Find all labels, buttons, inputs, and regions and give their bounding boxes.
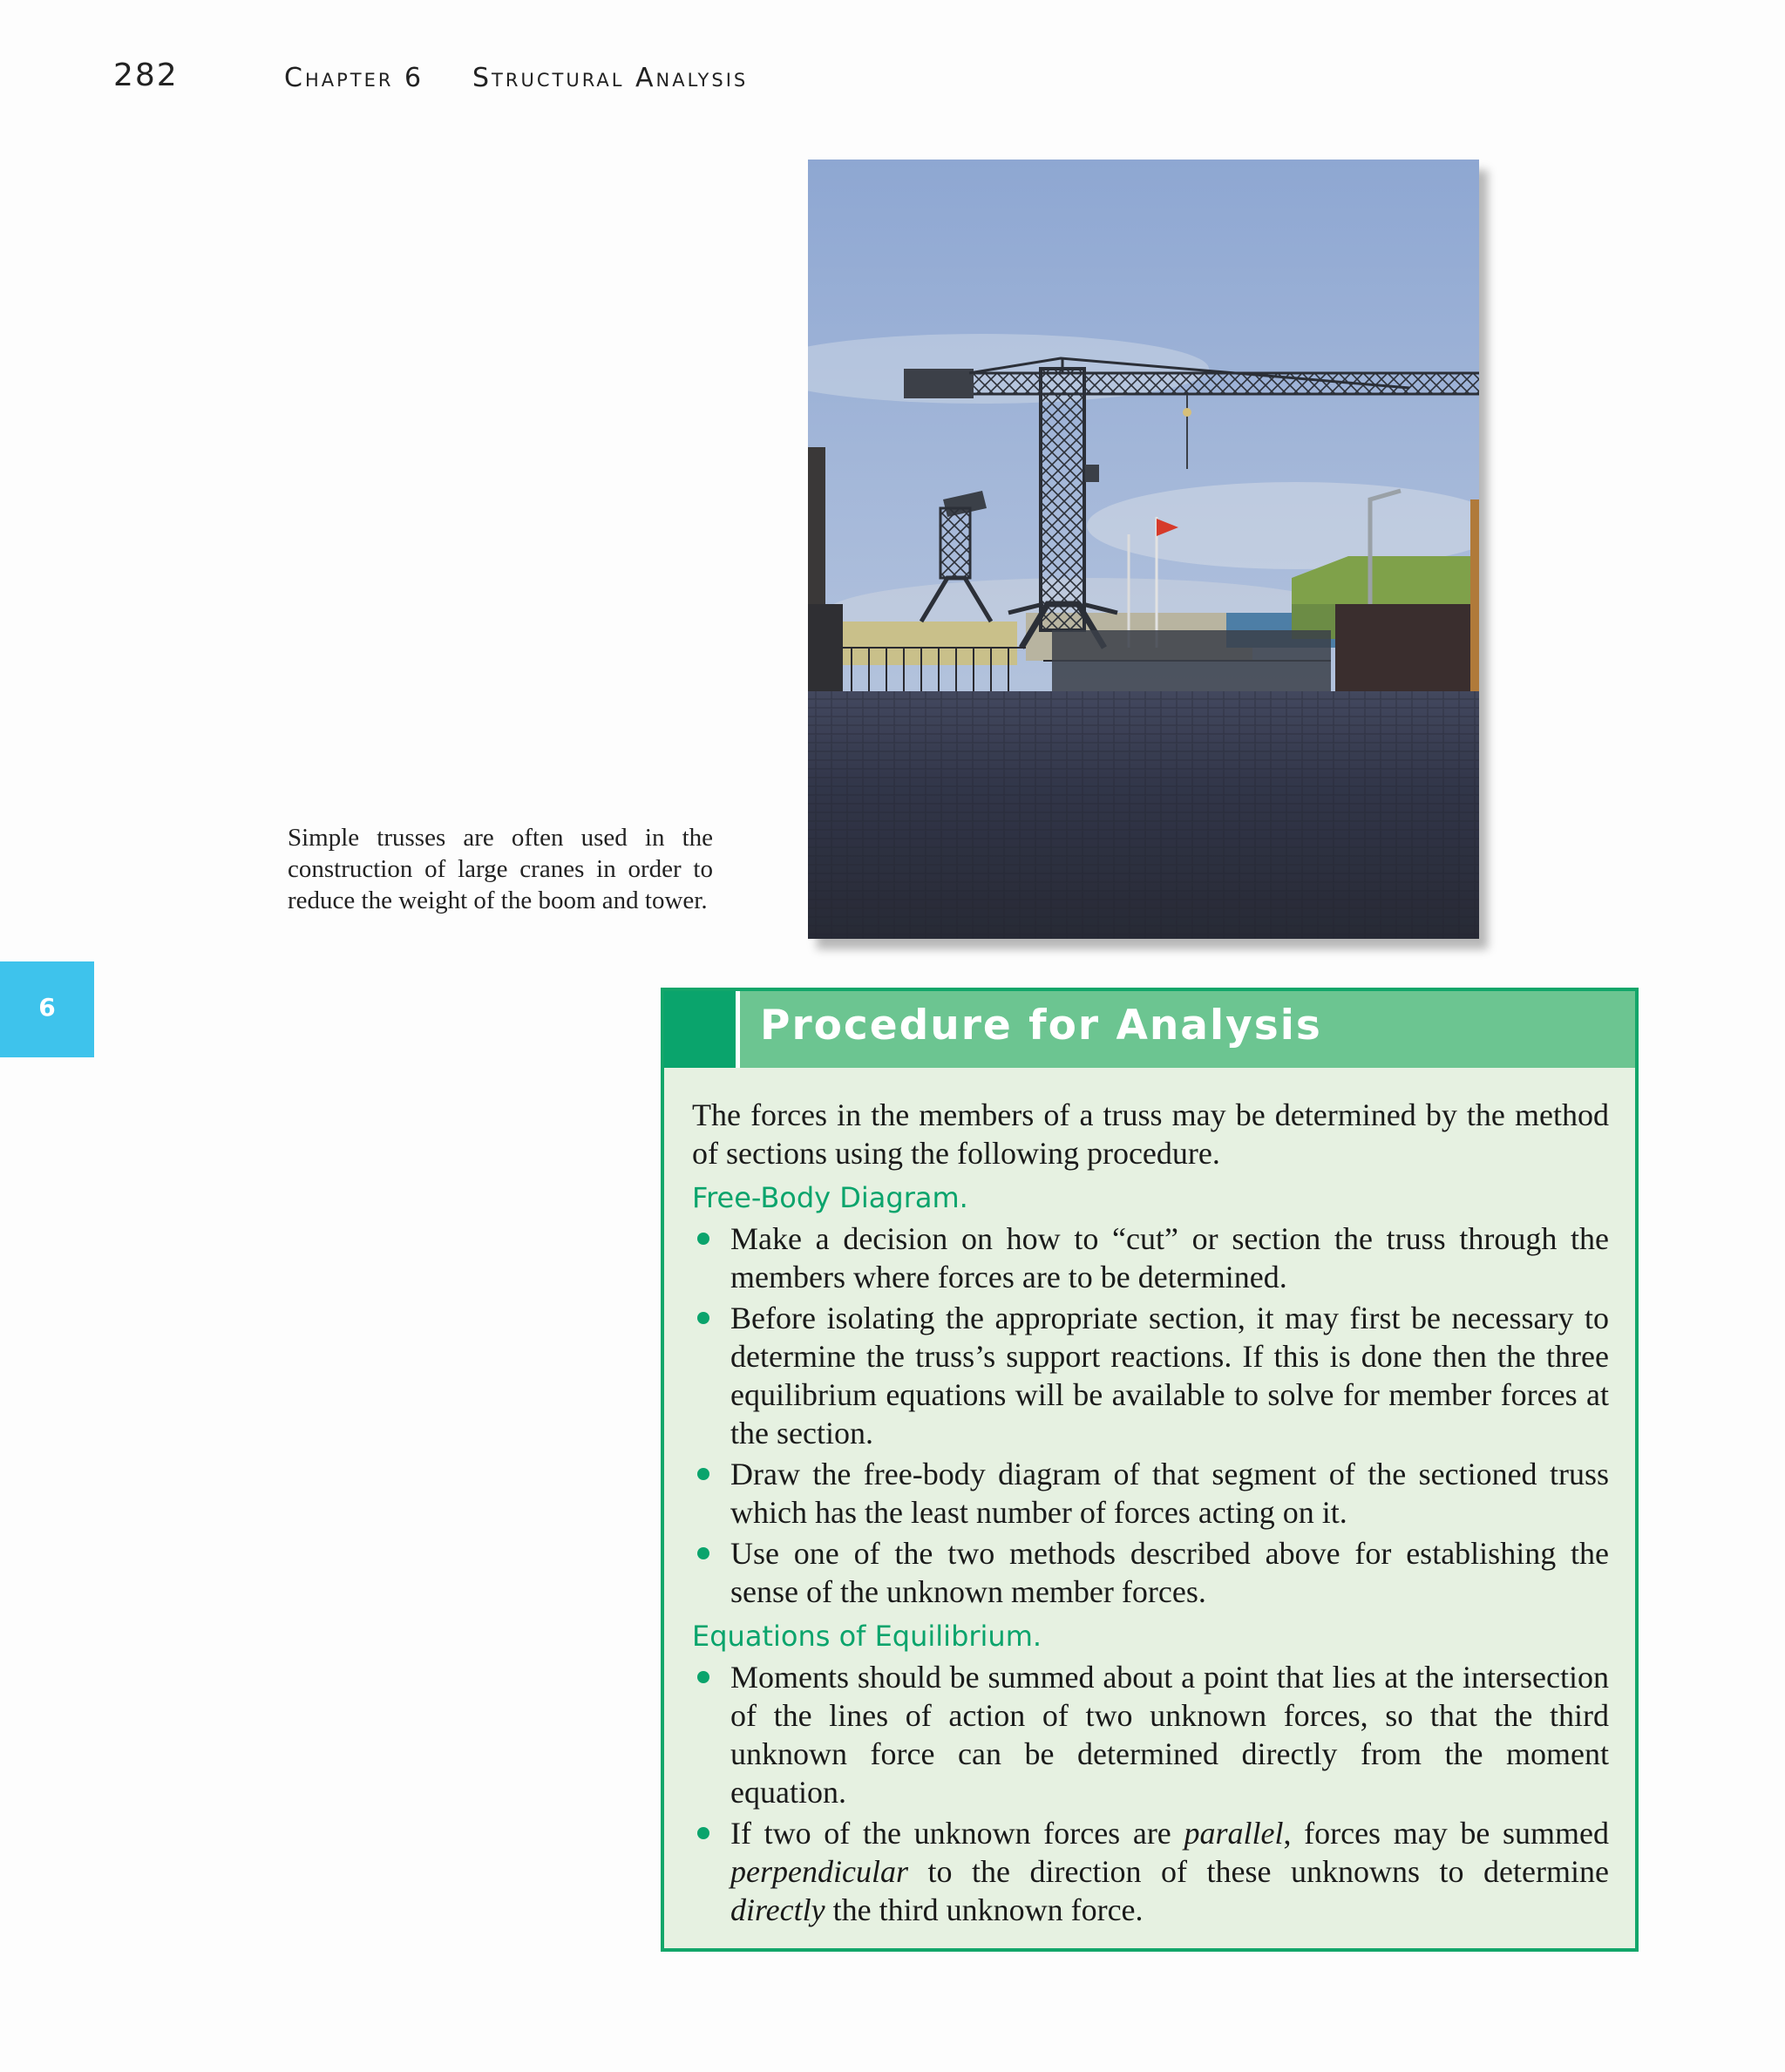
chapter-side-tab: 6 <box>0 961 94 1057</box>
section-heading-free-body-diagram: Free-Body Diagram. <box>692 1181 968 1214</box>
bullet-icon <box>697 1312 709 1324</box>
chapter-label: Chapter 6 <box>284 63 424 93</box>
list-item-text: Draw the free-body diagram of that segment of the sectioned truss which has the least number of forces acting on it. <box>730 1457 1609 1530</box>
bullet-icon <box>697 1233 709 1245</box>
list-item-text: If two of the unknown forces are parallel, forces may be summed perpendicular to the direction of these unknowns to determine directly the third unknown force. <box>730 1816 1609 1927</box>
figure-caption: Simple trusses are often used in the construction of large cranes in order to reduce the weight of the boom and tower. <box>288 824 713 914</box>
free-body-diagram-list <box>692 1219 1609 1611</box>
section-heading-equations-of-equilibrium: Equations of Equilibrium. <box>692 1620 1042 1653</box>
bullet-icon <box>697 1468 709 1480</box>
list-item <box>692 1814 1609 1929</box>
procedure-title: Procedure for Analysis <box>760 1002 1322 1050</box>
page-number: 282 <box>113 58 179 93</box>
bullet-icon <box>697 1827 709 1839</box>
list-item-text: Before isolating the appropriate section, it may first be necessary to determine the truss’s support reactions. If this is done then the three equilibrium equations will be available to solve for member forces at the section. <box>730 1301 1609 1450</box>
list-item <box>692 1219 1609 1296</box>
chapter-title: Structural Analysis <box>472 63 749 93</box>
equilibrium-list <box>692 1658 1609 1929</box>
bullet-icon <box>697 1547 709 1559</box>
header-accent-block <box>664 991 736 1068</box>
header-separator <box>736 991 740 1068</box>
list-item <box>692 1299 1609 1452</box>
list-item-text: Moments should be summed about a point that lies at the intersection of the lines of action of two unknown forces, so that the third unknown force can be determined directly from the moment equation. <box>730 1660 1609 1810</box>
crane-photo <box>808 160 1479 939</box>
procedure-intro: The forces in the members of a truss may be determined by the method of sections using the following procedure. <box>692 1097 1609 1171</box>
list-item-text: Make a decision on how to “cut” or section the truss through the members where forces are to be determined. <box>730 1221 1609 1294</box>
procedure-box <box>661 988 1639 1952</box>
list-item-text: Use one of the two methods described above for establishing the sense of the unknown member forces. <box>730 1536 1609 1609</box>
procedure-box-header <box>664 991 1635 1068</box>
list-item <box>692 1534 1609 1611</box>
crane-photo-illustration <box>808 160 1479 939</box>
procedure-body <box>692 1096 1609 1932</box>
list-item <box>692 1658 1609 1811</box>
list-item <box>692 1455 1609 1532</box>
bullet-icon <box>697 1671 709 1683</box>
